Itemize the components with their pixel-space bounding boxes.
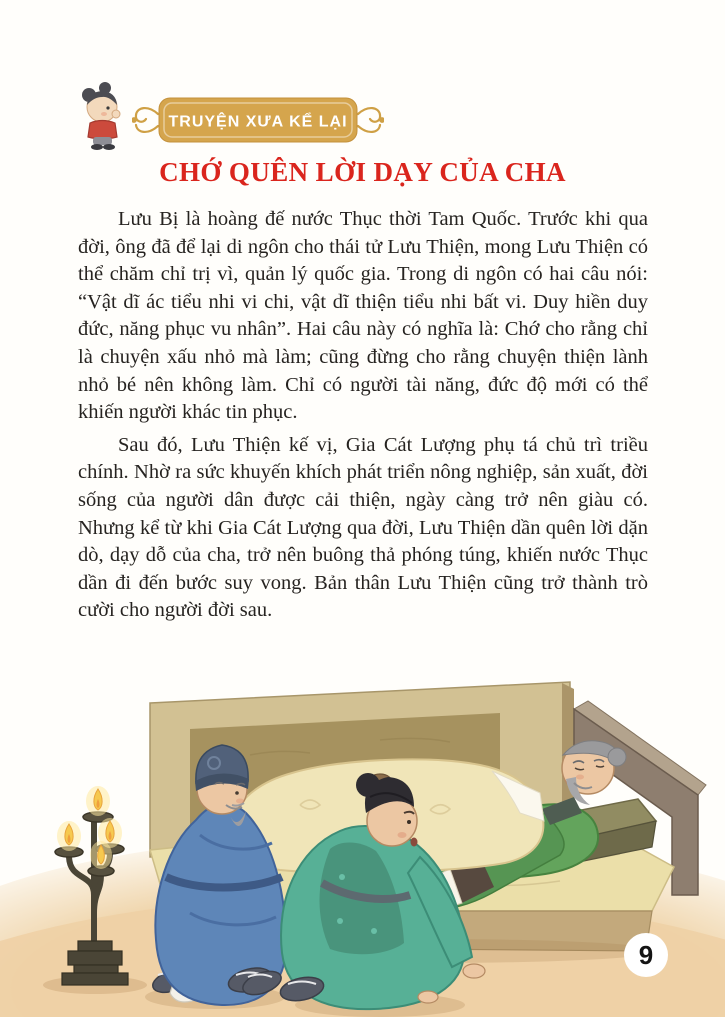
story-paragraph-1: Lưu Bị là hoàng đế nước Thục thời Tam Quốc. Trước khi qua đời, ông đã để lại di ngôn cho thái tử Lưu Thiện, mong Lưu Thiện có thể chăm chỉ trị vì, quản lý quốc gia. Trong di ngôn có hai câu nói: “Vật dĩ ác tiểu nhi vi chi, vật dĩ thiện tiểu nhi bất vi. Duy hiền duy đức, năng phục vu nhân”. Hai câu này có nghĩa là: Chớ cho rằng chỉ là chuyện xấu nhỏ mà làm; cũng đừng cho rằng chuyện thiện lành nhỏ bé nên không làm. Chỉ có người tài năng, đức độ mới có thể khiến người khác tin phục. (78, 208, 648, 424)
series-banner (132, 91, 384, 149)
story-paragraph-2: Sau đó, Lưu Thiện kế vị, Gia Cát Lượng phụ tá chủ trì triều chính. Nhờ ra sức khuyến khích phát triển nông nghiệp, sản xuất, đời sống của người dân được cải thiện, ngày càng trở nên giàu có. Nhưng kể từ khi Gia Cát Lượng qua đời, Lưu Thiện dần quên lời dặn dò, dạy dỗ của cha, trở nên buông thả phóng túng, khiến nước Thục dần đi đến bước suy vong. Bản thân Lưu Thiện cũng trở thành trò cười cho người đời sau. (78, 433, 648, 622)
story-body (78, 206, 648, 625)
banner-flourish-left (132, 108, 158, 132)
header (74, 80, 384, 152)
page-number-badge: 9 (624, 933, 668, 977)
deathbed-illustration (0, 645, 725, 1017)
child-mascot-icon (74, 81, 130, 151)
banner-flourish-right (358, 108, 384, 132)
series-banner-label: TRUYỆN XƯA KỂ LẠI (168, 113, 348, 131)
story-title: CHỚ QUÊN LỜI DẠY CỦA CHA (159, 157, 566, 187)
